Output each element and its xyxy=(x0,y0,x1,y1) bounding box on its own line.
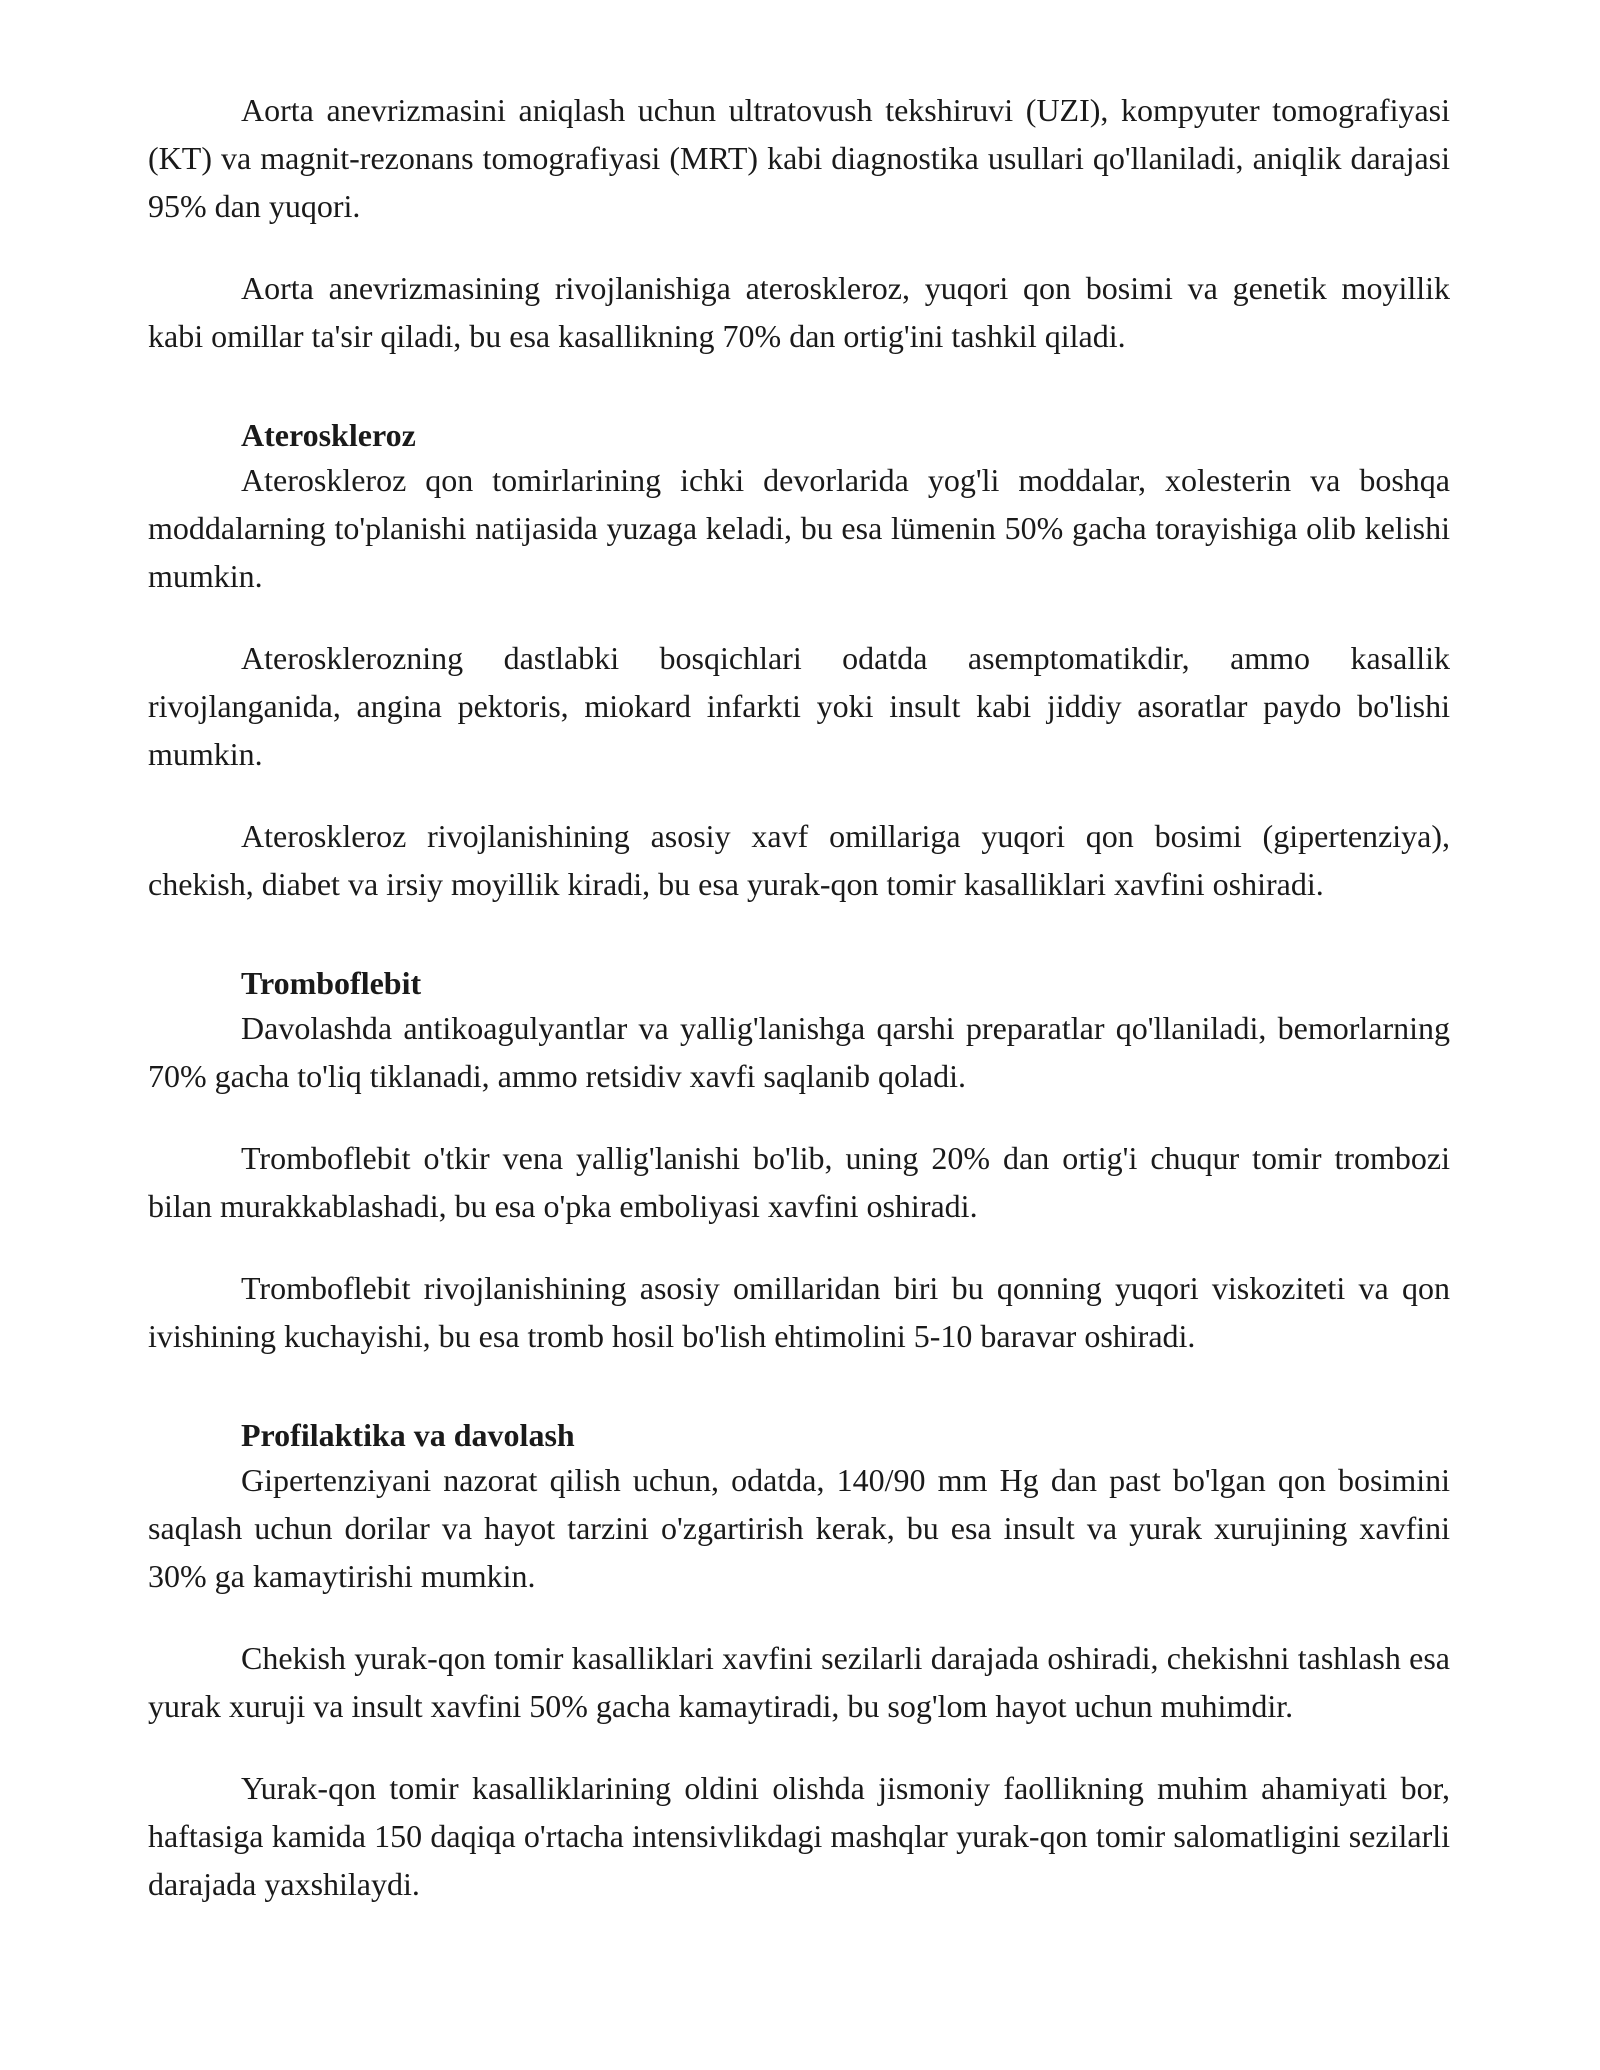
section-heading-tromboflebit: Tromboflebit xyxy=(241,965,422,1001)
section-heading-profilaktika: Profilaktika va davolash xyxy=(241,1417,575,1453)
paragraph-hypertension-control: Gipertenziyani nazorat qilish uchun, odatda, 140/90 mm Hg dan past bo'lgan qon bosimini saqlash uchun dorilar va hayot tarzini o'zgartirish kerak, bu esa insult va yurak xurujining xavfini 30% ga kamaytirishi mumkin. xyxy=(148,1462,1450,1594)
section-heading-ateroskleroz: Ateroskleroz xyxy=(241,417,416,453)
paragraph-tromboflebit-treatment: Davolashda antikoagulyantlar va yallig'lanishga qarshi preparatlar qo'llaniladi, bemorlarning 70% gacha to'liq tiklanadi, ammo retsidiv xavfi saqlanib qoladi. xyxy=(148,1010,1450,1094)
paragraph-ateroskleroz-risk-factors: Ateroskleroz rivojlanishining asosiy xavf omillariga yuqori qon bosimi (gipertenziya), chekish, diabet va irsiy moyillik kiradi, bu esa yurak-qon tomir kasalliklari xavfini oshiradi. xyxy=(148,818,1450,902)
paragraph-ateroskleroz-stages: Aterosklerozning dastlabki bosqichlari odatda asemptomatikdir, ammo kasallik rivojlanganida, angina pektoris, miokard infarkti yoki insult kabi jiddiy asoratlar paydo bo'lishi mumkin. xyxy=(148,640,1450,772)
document-page xyxy=(148,86,1450,1942)
paragraph-smoking-cessation: Chekish yurak-qon tomir kasalliklari xavfini sezilarli darajada oshiradi, chekishni tashlash esa yurak xuruji va insult xavfini 50% gacha kamaytiradi, bu sog'lom hayot uchun muhimdir. xyxy=(148,1640,1450,1724)
paragraph-aorta-diagnostics: Aorta anevrizmasini aniqlash uchun ultratovush tekshiruvi (UZI), kompyuter tomografiyasi (KT) va magnit-rezonans tomografiyasi (MRT) kabi diagnostika usullari qo'llaniladi, aniqlik darajasi 95% dan yuqori. xyxy=(148,92,1450,224)
paragraph-tromboflebit-factors: Tromboflebit rivojlanishining asosiy omillaridan biri bu qonning yuqori viskoziteti va qon ivishining kuchayishi, bu esa tromb hosil bo'lish ehtimolini 5-10 baravar oshiradi. xyxy=(148,1270,1450,1354)
paragraph-physical-activity: Yurak-qon tomir kasalliklarining oldini olishda jismoniy faollikning muhim ahamiyati bor, haftasiga kamida 150 daqiqa o'rtacha intensivlikdagi mashqlar yurak-qon tomir salomatligini sezilarli darajada yaxshilaydi. xyxy=(148,1770,1450,1902)
paragraph-ateroskleroz-definition: Ateroskleroz qon tomirlarining ichki devorlarida yog'li moddalar, xolesterin va boshqa moddalarning to'planishi natijasida yuzaga keladi, bu esa lümenin 50% gacha torayishiga olib kelishi mumkin. xyxy=(148,462,1450,594)
paragraph-aorta-risk-factors: Aorta anevrizmasining rivojlanishiga ateroskleroz, yuqori qon bosimi va genetik moyillik kabi omillar ta'sir qiladi, bu esa kasallikning 70% dan ortig'ini tashkil qiladi. xyxy=(148,270,1450,354)
paragraph-tromboflebit-complications: Tromboflebit o'tkir vena yallig'lanishi bo'lib, uning 20% dan ortig'i chuqur tomir trombozi bilan murakkablashadi, bu esa o'pka emboliyasi xavfini oshiradi. xyxy=(148,1140,1450,1224)
